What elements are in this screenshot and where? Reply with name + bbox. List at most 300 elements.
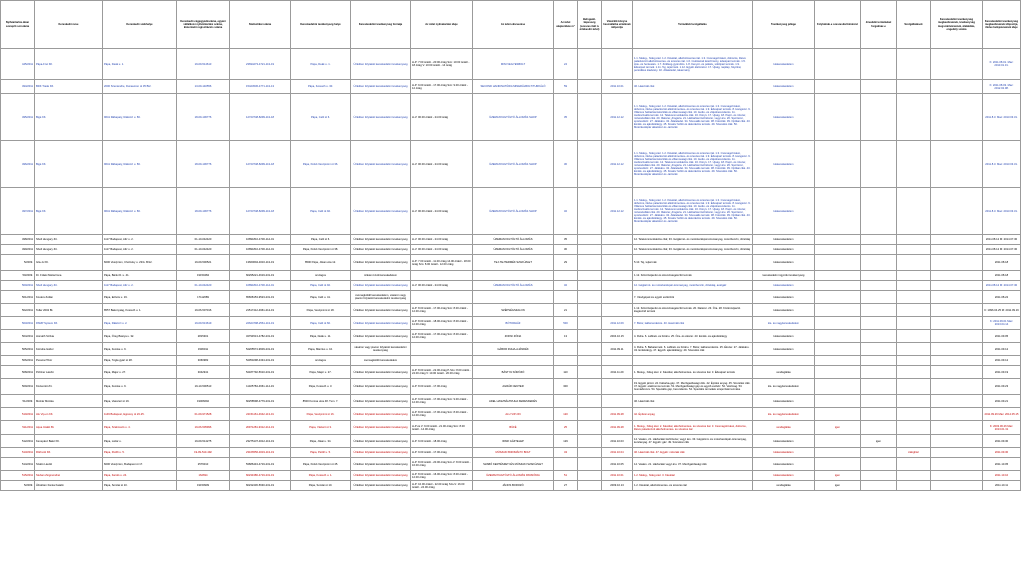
cell-stat[interactable]: 60232436-5630-231-19 bbox=[230, 481, 291, 491]
cell-szesz[interactable] bbox=[815, 448, 861, 458]
cell-reg[interactable]: 18-09-106776 bbox=[177, 188, 230, 235]
cell-goods[interactable]: 14. Vasáru, 21. Háztartási tisztítószer, vegyi áru. 33. Gépjármű- és motorkerékpár-üzemanyag, kenőanyag. 47. Egyéb: gáz. 49. Szerelési cikk bbox=[633, 435, 753, 448]
cell-goods[interactable]: 1.1. Meleg-, hideg étel. 1.2. Kávéital, alkoholmentes és szeszes ital. 1.3. Csomagolt kávé, dobozos, illetve palackozott alkoholmentes- és szeszes ital. 1.9. Édesipari termék. 8. Hangszer. 9. Villamos háztartási készülék és villamossági cikk. 10. Audio- és videoberendezés. 11. Audiovizuális termék. 12. Telekommunikációs cikk. 16. Könyv. 17. Újság. 18. Papír- és írószer, művészellátó cikk. 20. Illatszer, drogéria. 21. Háztartási tisztítószer, vegyi áru. 26. Sportszer, sporteszköz. 27. Játékáru. 32. Állateledel. 34. Szexuális termék. 38. Fotócikk. 39. Optikai cikk. 43. Emlék- és ajándéktárgy. 45. Kreatív hobbi és dekorációs termék. 49. Szerelési cikk. 50. Motorkerékpár alkatrész és -tartozék bbox=[633, 141, 753, 188]
cell-name[interactable]: GG+G Kft. bbox=[35, 255, 103, 271]
cell-book[interactable]: 2011.12.09 bbox=[602, 317, 633, 330]
cell-reg[interactable]: 19-09-514613 bbox=[177, 49, 230, 80]
cell-szesz[interactable]: igen bbox=[815, 481, 861, 491]
cell-form[interactable]: Üzletben folytatott kereskedelmi tevékenység bbox=[351, 481, 411, 491]
cell-book[interactable]: 2011.12.12 bbox=[602, 188, 633, 235]
cell-form[interactable]: Üzletben folytatott kereskedelmi tevékenység bbox=[351, 255, 411, 271]
cell-name[interactable]: Pohlner László bbox=[35, 366, 103, 379]
cell-jelleg[interactable]: kiskereskedelem bbox=[753, 395, 815, 408]
cell-area[interactable]: 35 bbox=[554, 94, 578, 141]
cell-stat[interactable]: 54265574-9609-231-19 bbox=[230, 343, 291, 356]
cell-hours[interactable]: H-P: 8.00 órától - 17.00 óráig Szo: 8.00 órától - 12.00 óráig bbox=[411, 304, 473, 317]
cell-book[interactable] bbox=[602, 245, 633, 255]
cell-book[interactable] bbox=[602, 379, 633, 395]
cell-name[interactable]: Pápa-Frut Kft. bbox=[35, 49, 103, 80]
cell-szesz[interactable] bbox=[815, 291, 861, 304]
cell-name[interactable]: Teller 2002 Bt. bbox=[35, 304, 103, 317]
cell-name[interactable]: PAMP System Kft. bbox=[35, 317, 103, 330]
cell-jelleg[interactable]: kiskereskedelem bbox=[753, 281, 815, 291]
cell-place[interactable]: Pápa, Deák u. 1. bbox=[291, 49, 351, 80]
cell-id[interactable]: 5/2009. bbox=[1, 481, 35, 491]
cell-stat[interactable]: 11325784-4661-114-19 bbox=[230, 379, 291, 395]
cell-goods[interactable]: 1.1. Meleg-, hideg étel. 1.2. Kávéital, alkoholmentes és szeszes ital. 1.3. Csomagolt kávé, dobozos, illetve palackozott alkoholmentes- és szeszes ital. 1.9. Édesipari termék. 8. Hangszer. 9. Villamos háztartási készülék és villamossági cikk. 10. Audio- és videoberendezés. 11. Audiovizuális termék. 12. Telekommunikációs cikk. 16. Könyv. 17. Újság. 18. Papír- és írószer, művészellátó cikk. 20. Illatszer, drogéria. 21. Háztartási tisztítószer, vegyi áru. 26. Sportszer, sporteszköz. 27. Játékáru. 32. Állateledel. 34. Szexuális termék. 38. Fotócikk. 39. Optikai cikk. 43. Emlék- és ajándéktárgy. 45. Kreatív hobbi és dekorációs termék. 49. Szerelési cikk. 50. Motorkerékpár alkatrész és -tartozék bbox=[633, 188, 753, 235]
cell-reg[interactable]: 17112689 bbox=[177, 291, 230, 304]
cell-hours[interactable]: H-P: 8.00 órától - 16.00 óráig Szo: 8.00 órától - 12.00 óráig bbox=[411, 471, 473, 481]
cell-name[interactable]: Horváth Szilvia bbox=[35, 330, 103, 343]
cell-szolg[interactable] bbox=[897, 317, 931, 330]
cell-hours[interactable]: H-P: 7.00 órától - 11.00 óráig 14.00 órától - 18.00 óráig Szo: 8.00 órától - 12.00 óráig bbox=[411, 255, 473, 271]
cell-name[interactable]: Bigé Kft. bbox=[35, 141, 103, 188]
cell-reg[interactable]: 19150484 bbox=[177, 271, 230, 281]
cell-eng[interactable] bbox=[931, 379, 983, 395]
cell-szolg[interactable] bbox=[897, 94, 931, 141]
cell-area[interactable]: 30 bbox=[554, 141, 578, 188]
cell-id[interactable]: 501/2011 bbox=[1, 291, 35, 304]
cell-id[interactable]: 499/2011 bbox=[1, 245, 35, 255]
cell-area[interactable]: 43 bbox=[554, 448, 578, 458]
cell-szesz[interactable] bbox=[815, 458, 861, 471]
cell-place[interactable]: Pápa, Veszprémi út 18. bbox=[291, 304, 351, 317]
cell-eng[interactable] bbox=[931, 255, 983, 271]
cell-book[interactable]: 2004.10.15 bbox=[602, 330, 633, 343]
cell-goods[interactable]: 4. Ruha. 5. Babatermék. 6. Lábbeli- és bőráru. 7. Bútor, lakberendezés. 25. Ékszer. 27. Játékáru. 43. Emléktárgy. 47. Egyéb: ajándéktárgy. 49. Szerelési cikk bbox=[633, 343, 753, 356]
cell-cap[interactable] bbox=[578, 291, 602, 304]
cell-id[interactable]: 506/2011 bbox=[1, 356, 35, 366]
cell-eng[interactable] bbox=[931, 448, 983, 458]
cell-seat[interactable]: 9641 Rábapaty, Rákóczi u. 83. bbox=[103, 188, 177, 235]
cell-szolg[interactable] bbox=[897, 281, 931, 291]
cell-szolg[interactable] bbox=[897, 330, 931, 343]
cell-szolg[interactable] bbox=[897, 481, 931, 491]
cell-jov[interactable] bbox=[861, 291, 897, 304]
cell-seat[interactable]: 1149 Budapest, Egressy út 23-25. bbox=[103, 408, 177, 421]
cell-eng[interactable] bbox=[931, 481, 983, 491]
cell-jelleg[interactable]: kiskereskedelem bbox=[753, 448, 815, 458]
cell-hours[interactable]: H-V: 00.00 órától - 24.00 óráig bbox=[411, 188, 473, 235]
cell-reg[interactable]: 18-09-106776 bbox=[177, 94, 230, 141]
cell-id[interactable]: 500/2011 bbox=[1, 281, 35, 291]
cell-name[interactable]: Kotruba Gábor bbox=[35, 343, 103, 356]
cell-form[interactable]: Üzletben folytatott kereskedelmi tevékenység bbox=[351, 395, 411, 408]
cell-stat[interactable]: 60234386-4719-231-19 bbox=[230, 471, 291, 481]
cell-id[interactable]: 445/2011 bbox=[1, 49, 35, 80]
cell-jov[interactable] bbox=[861, 235, 897, 245]
cell-stat[interactable]: 60295221-4619-231-19 bbox=[230, 271, 291, 281]
cell-place[interactable]: Pápa, Külső Veszprémi út 45. bbox=[291, 458, 351, 471]
cell-goods[interactable]: 46. Használt cikk bbox=[633, 395, 753, 408]
cell-reg[interactable]: 3060982 bbox=[177, 356, 230, 366]
cell-reg[interactable]: 19-06-507016 bbox=[177, 304, 230, 317]
cell-jelleg[interactable]: kiskereskedelem bbox=[753, 343, 815, 356]
cell-seat[interactable]: 2000 Szentendre, Dunasoron út 35 B/2. bbox=[103, 80, 177, 94]
cell-shop[interactable]: MINI VEGYESBOLT bbox=[473, 49, 554, 80]
cell-cap[interactable] bbox=[578, 281, 602, 291]
cell-seat[interactable]: 1117 Budapest, Alíz u. 2. bbox=[103, 235, 177, 245]
cell-shop[interactable]: BŐTORHÁZ bbox=[473, 317, 554, 330]
cell-szolg[interactable] bbox=[897, 458, 931, 471]
cell-seat[interactable]: Pápa, Major u. 27. bbox=[103, 366, 177, 379]
cell-form[interactable]: Üzletben folytatott kereskedelmi tevékenység bbox=[351, 435, 411, 448]
cell-stat[interactable]: 12723748-8299-113-18 bbox=[230, 188, 291, 235]
cell-name[interactable]: Kovács Zoltán bbox=[35, 291, 103, 304]
cell-form[interactable]: Üzletben folytatott kereskedelmi tevékenység bbox=[351, 379, 411, 395]
cell-stat[interactable]: 12723748-8299-113-18 bbox=[230, 141, 291, 188]
cell-date[interactable]: 2011.08.12 M: 2014.07.30 bbox=[983, 235, 1021, 245]
cell-date[interactable]: 2011.08.22 bbox=[983, 291, 1021, 304]
cell-id[interactable]: 498/2011 bbox=[1, 235, 35, 245]
cell-eng[interactable] bbox=[931, 245, 983, 255]
cell-szesz[interactable] bbox=[815, 141, 861, 188]
cell-goods[interactable]: 1.1. Meleg-, hideg étel. 1.2. Kávéital, alkoholmentes ital. 1.3. Csomagolt kávé, dobozos, illetve palackozott alkoholmentes- és szeszes ital. 1.6. Cukrászati készítmény, édesipari termék. 1.5. Hús- és hentesáru. 1.7. Zöldség-gyümölcs. 1.8. Kenyér- és pékáru, sütőipari termék. 1.9. Édesipari termék. 1.11. Tej, tejtermék. 1.12. Egyéb élelmiszer. 17. Újság, napilap, folyóirat, periodikus kiadvány. 32. Állateledel, takarmány bbox=[633, 49, 753, 80]
cell-jelleg[interactable]: kiskereskedelem bbox=[753, 291, 815, 304]
cell-cap[interactable] bbox=[578, 330, 602, 343]
cell-jelleg[interactable]: vendéglátás bbox=[753, 481, 815, 491]
cell-reg[interactable]: 01-10-042420 bbox=[177, 235, 230, 245]
cell-id[interactable]: 515/2011 bbox=[1, 471, 35, 481]
cell-date[interactable]: 2011.8.3. Mac: 2013.03.31. bbox=[983, 141, 1021, 188]
cell-book[interactable]: 2011.09.28 bbox=[602, 421, 633, 435]
cell-jelleg[interactable]: vendéglátás bbox=[753, 366, 815, 379]
cell-book[interactable] bbox=[602, 255, 633, 271]
cell-szesz[interactable] bbox=[815, 379, 861, 395]
cell-jelleg[interactable]: kiskereskedelem bbox=[753, 80, 815, 94]
cell-reg[interactable]: 3336011 bbox=[177, 343, 230, 356]
cell-book[interactable]: 2011.09.11 bbox=[602, 343, 633, 356]
cell-id[interactable]: 504/2011 bbox=[1, 330, 35, 343]
cell-jov[interactable] bbox=[861, 481, 897, 491]
cell-jelleg[interactable]: kiskereskedelem bbox=[753, 245, 815, 255]
cell-shop[interactable]: JÁNOS BOROZÓ bbox=[473, 481, 554, 491]
cell-id[interactable]: 502/2011 bbox=[1, 304, 35, 317]
cell-szolg[interactable] bbox=[897, 471, 931, 481]
cell-szolg[interactable] bbox=[897, 291, 931, 304]
cell-shop[interactable]: ADEL HASZNÁLTRUHA KERESKEDÉS bbox=[473, 395, 554, 408]
cell-place[interactable]: Pápa, Celli u. 41. bbox=[291, 291, 351, 304]
cell-szolg[interactable] bbox=[897, 271, 931, 281]
cell-shop[interactable] bbox=[473, 271, 554, 281]
cell-szesz[interactable] bbox=[815, 395, 861, 408]
cell-eng[interactable] bbox=[931, 281, 983, 291]
cell-szesz[interactable] bbox=[815, 188, 861, 235]
cell-eng[interactable] bbox=[931, 188, 983, 235]
cell-goods[interactable]: 1.2. Kávéital, alkoholmentes- és szeszes ital bbox=[633, 481, 753, 491]
cell-place[interactable]: Pápa, Kossuth u. 30. bbox=[291, 80, 351, 94]
cell-stat[interactable]: 23694273-4721-113-19 bbox=[230, 49, 291, 80]
cell-goods[interactable]: 1.12. Közérzetjavító és étrend-kiegészítő termék. 20. Illatszer. 23. Óra. 28. Közérzetjavító kiegészítő termék bbox=[633, 304, 753, 317]
cell-szolg[interactable] bbox=[897, 255, 931, 271]
cell-goods[interactable]: 5.10. Tej, tejtermék bbox=[633, 255, 753, 271]
cell-hours[interactable]: H-P: 8.00 órától - 20.00 óráig Szo-V: 8.00 órától - 16.00 óráig bbox=[411, 458, 473, 471]
cell-shop[interactable] bbox=[473, 356, 554, 366]
cell-seat[interactable]: Pápa, Eötvös u. 19. bbox=[103, 291, 177, 304]
cell-seat[interactable]: 8200 Veszprém, Budapest út 17. bbox=[103, 458, 177, 471]
cell-seat[interactable]: 9641 Rábapaty, Rákóczi u. 83. bbox=[103, 94, 177, 141]
cell-szolg[interactable] bbox=[897, 366, 931, 379]
cell-cap[interactable] bbox=[578, 343, 602, 356]
cell-stat[interactable]: 23166556-4619-113-19 bbox=[230, 448, 291, 458]
cell-hours[interactable]: H-P: 7:00 órától - 20:00 óráig Szo: 10:00 órától - 18 óráig V: 10:00 órától - 14 óráig bbox=[411, 49, 473, 80]
cell-seat[interactable]: 9641 Rábapaty, Rákóczi u. 83. bbox=[103, 141, 177, 188]
cell-date[interactable]: K: 1996.04.25 M: 2011.09.16 bbox=[983, 304, 1021, 317]
cell-goods[interactable]: 46. Használt cikk bbox=[633, 80, 753, 94]
cell-jov[interactable] bbox=[861, 281, 897, 291]
cell-form[interactable]: Üzletben folytatott kereskedelmi tevékenység bbox=[351, 471, 411, 481]
cell-reg[interactable]: 19-10-500513 bbox=[177, 379, 230, 395]
cell-id[interactable]: 505/2011 bbox=[1, 343, 35, 356]
cell-seat[interactable]: Pápa, Szabmazó u. 4. bbox=[103, 421, 177, 435]
cell-date[interactable]: 2011.09.12 bbox=[983, 343, 1021, 356]
cell-name[interactable]: Shell Hungary Zrt. bbox=[35, 235, 103, 245]
cell-date[interactable]: 2011.08.18 bbox=[983, 255, 1021, 271]
cell-place[interactable]: Pápa, Celli út 6. bbox=[291, 235, 351, 245]
cell-place[interactable]: Pápa, Somlai út 10. bbox=[291, 481, 351, 491]
cell-szesz[interactable] bbox=[815, 317, 861, 330]
cell-id[interactable]: 496/2011 bbox=[1, 141, 35, 188]
cell-area[interactable]: 13 bbox=[554, 330, 578, 343]
cell-seat[interactable]: 8200 Veszprém, Cholnoky u. 23/A. B/12. bbox=[103, 255, 177, 271]
cell-cap[interactable] bbox=[578, 271, 602, 281]
cell-area[interactable] bbox=[554, 395, 578, 408]
cell-reg[interactable]: 2815301 bbox=[177, 330, 230, 343]
cell-id[interactable]: 494/2011 bbox=[1, 80, 35, 94]
cell-stat[interactable]: 22624798-2561-113-19 bbox=[230, 317, 291, 330]
cell-cap[interactable] bbox=[578, 458, 602, 471]
cell-shop[interactable]: ALU VIP-ON bbox=[473, 408, 554, 421]
cell-name[interactable]: Molnár Mónika bbox=[35, 395, 103, 408]
cell-jov[interactable] bbox=[861, 255, 897, 271]
cell-form[interactable]: Üzletben folytatott kereskedelmi tevékenység bbox=[351, 281, 411, 291]
cell-cap[interactable] bbox=[578, 395, 602, 408]
cell-goods[interactable]: 14. Vasáru. 21. Háztartási vegyi áru. 37. Mezőgazdasági cikk bbox=[633, 458, 753, 471]
cell-area[interactable]: 27 bbox=[554, 481, 578, 491]
cell-name[interactable]: Shell Hungary Zrt. bbox=[35, 245, 103, 255]
cell-name[interactable]: BDK Trade Kft. bbox=[35, 80, 103, 94]
cell-shop[interactable]: ÜZEMANYAGTÖLTŐ ÁLLOMÁS SHOP bbox=[473, 141, 554, 188]
cell-date[interactable]: 2011.09.19 bbox=[983, 366, 1021, 379]
cell-jelleg[interactable]: kiskereskedelem bbox=[753, 458, 815, 471]
cell-book[interactable] bbox=[602, 291, 633, 304]
cell-jelleg[interactable]: kiskereskedelem bbox=[753, 49, 815, 80]
cell-id[interactable]: 509/2011 bbox=[1, 379, 35, 395]
cell-book[interactable] bbox=[602, 271, 633, 281]
cell-jov[interactable] bbox=[861, 141, 897, 188]
cell-shop[interactable] bbox=[473, 291, 554, 304]
cell-date[interactable]: 2011.09.30 bbox=[983, 448, 1021, 458]
cell-form[interactable]: Üzletben folytatott kereskedelmi tevékenység bbox=[351, 421, 411, 435]
cell-jov[interactable] bbox=[861, 448, 897, 458]
cell-reg[interactable]: 19-09-513619 bbox=[177, 317, 230, 330]
cell-name[interactable]: Kenepász Bakó Kft. bbox=[35, 435, 103, 448]
cell-hours[interactable]: H-P: 8.00 órától - 17.00 óráig Szo: 8.00 órától - 12.00 óráig bbox=[411, 330, 473, 343]
cell-area[interactable]: 59 bbox=[554, 80, 578, 94]
cell-goods[interactable]: 4. Ruha. 6. Lábbeli- és bőráru. 25. Óra- és ékszer. 43. Emlék- és ajándéktárgy bbox=[633, 330, 753, 343]
cell-id[interactable]: 50/2009. bbox=[1, 271, 35, 281]
cell-form[interactable]: Üzletben folytatott kereskedelmi tevékenység bbox=[351, 458, 411, 471]
cell-reg[interactable]: 13-09-140556 bbox=[177, 80, 230, 94]
cell-seat[interactable]: Pápa, Karoló u. 24. bbox=[103, 471, 177, 481]
cell-stat[interactable]: 22151161-4642-113-01 bbox=[230, 408, 291, 421]
cell-jov[interactable] bbox=[861, 356, 897, 366]
cell-place[interactable]: Pápa, Várkert út 3. bbox=[291, 421, 351, 435]
cell-cap[interactable] bbox=[578, 80, 602, 94]
cell-form[interactable]: Üzletben folytatott kereskedelmi tevékenység bbox=[351, 245, 411, 255]
cell-area[interactable]: 32 bbox=[554, 281, 578, 291]
cell-name[interactable]: Shell Hungary Zrt. bbox=[35, 281, 103, 291]
cell-date[interactable]: K: 2011.08.03. Mac: 2012.02.08. bbox=[983, 80, 1021, 94]
cell-form[interactable]: Üzletben folytatott kereskedelmi tevékenység bbox=[351, 141, 411, 188]
cell-szesz[interactable] bbox=[815, 80, 861, 94]
cell-eng[interactable] bbox=[931, 304, 983, 317]
cell-name[interactable]: Pusszai Tibor bbox=[35, 356, 103, 366]
cell-shop[interactable]: GÁBOR RUHA-AJÁNDÉK bbox=[473, 343, 554, 356]
cell-cap[interactable] bbox=[578, 481, 602, 491]
cell-form[interactable]: Üzletben folytatott kereskedelmi tevékenység bbox=[351, 188, 411, 235]
cell-id[interactable]: 512/2011 bbox=[1, 435, 35, 448]
cell-szolg[interactable] bbox=[897, 304, 931, 317]
cell-jelleg[interactable]: kiskereskedelem bbox=[753, 255, 815, 271]
cell-eng[interactable] bbox=[931, 366, 983, 379]
cell-date[interactable]: 2011.08.18 bbox=[983, 271, 1021, 281]
cell-date[interactable]: K: 2011.08.01. Mac: 2013.01.31. bbox=[983, 49, 1021, 80]
cell-place[interactable]: Pápa, Március u. 10. bbox=[291, 343, 351, 356]
cell-cap[interactable] bbox=[578, 435, 602, 448]
cell-jov[interactable] bbox=[861, 188, 897, 235]
cell-jelleg[interactable]: kiskereskedelem bbox=[753, 188, 815, 235]
cell-cap[interactable] bbox=[578, 188, 602, 235]
cell-book[interactable] bbox=[602, 281, 633, 291]
cell-form[interactable]: csomagküldő kereskedelem, vásáron vagy piacon folytatott kereskedelmi tevékenység bbox=[351, 291, 411, 304]
cell-date[interactable]: 2011.09.21 bbox=[983, 395, 1021, 408]
cell-reg[interactable]: 01-09-971528 bbox=[177, 408, 230, 421]
cell-szolg[interactable] bbox=[897, 245, 931, 255]
cell-szesz[interactable] bbox=[815, 255, 861, 271]
cell-area[interactable]: 51 bbox=[554, 471, 578, 481]
cell-seat[interactable]: Pápa, Petőfi u. 5. bbox=[103, 448, 177, 458]
cell-hours[interactable]: H-P: 10.00 órától - 22.00 óráig Szo-V: 16.00 órától - 24.00 óráig bbox=[411, 481, 473, 491]
cell-reg[interactable]: 19-06-505996 bbox=[177, 421, 230, 435]
cell-stat[interactable]: 34794513-4782-231-19 bbox=[230, 330, 291, 343]
cell-name[interactable]: Dr. Füleki Mária Ilona bbox=[35, 271, 103, 281]
cell-jov[interactable] bbox=[861, 49, 897, 80]
cell-book[interactable] bbox=[602, 395, 633, 408]
cell-szolg[interactable] bbox=[897, 235, 931, 245]
cell-shop[interactable]: ÜZEMANYAGTÖLTŐ ÁLLOMÁS bbox=[473, 245, 554, 255]
cell-area[interactable]: 24 bbox=[554, 49, 578, 80]
cell-stat[interactable]: 54053298-4334-231-19 bbox=[230, 356, 291, 366]
cell-book[interactable] bbox=[602, 356, 633, 366]
cell-seat[interactable]: Pápa, Öreg Bástya u. 32. bbox=[103, 330, 177, 343]
cell-jov[interactable] bbox=[861, 304, 897, 317]
cell-name[interactable]: Bigé Kft. bbox=[35, 94, 103, 141]
cell-form[interactable]: Üzletben folytatott kereskedelmi tevékenység bbox=[351, 235, 411, 245]
cell-shop[interactable]: ÜZEMANYAGTÖLTŐ ÁLLOMÁS bbox=[473, 235, 554, 245]
cell-hours[interactable]: H-P: 9.00 órától - 17.00 óráig Szo: 9.00 órától - 12.00 óráig bbox=[411, 395, 473, 408]
cell-area[interactable]: 129 bbox=[554, 435, 578, 448]
cell-form[interactable]: Üzletben folytatott kereskedelmi tevékenység bbox=[351, 408, 411, 421]
cell-goods[interactable]: 19. Egyéb jármű. 24. Fabarka-gép. 37. Mezőgazdasági cikk. 42. Építési anyag. 45. Szerelési cikk. 47. Egyéb: elektromos termék. 51. Mezőgazdasági gép és egyéb eszköz. 52. Vetőmag. 53. Gumiabroncs. 54. Speciális gép, berendezés. 54. Speciális termékek szaporítási terméke bbox=[633, 379, 753, 395]
cell-date[interactable]: 2011.10.11 bbox=[983, 481, 1021, 491]
cell-szesz[interactable] bbox=[815, 408, 861, 421]
cell-cap[interactable] bbox=[578, 317, 602, 330]
cell-book[interactable]: 2011.10.01 bbox=[602, 471, 633, 481]
cell-stat[interactable]: 53686443-4719-231-19 bbox=[230, 458, 291, 471]
cell-area[interactable]: 32 bbox=[554, 188, 578, 235]
cell-shop[interactable]: TEJ-TEJTERMÉK SZAKÜZLET bbox=[473, 255, 554, 271]
cell-szesz[interactable] bbox=[815, 271, 861, 281]
cell-book[interactable]: 2011.11.29 bbox=[602, 366, 633, 379]
cell-jelleg[interactable]: kiskereskedelem bbox=[753, 235, 815, 245]
cell-book[interactable] bbox=[602, 49, 633, 80]
cell-hours[interactable]: H-V: 00.00 órától - 24.00 óráig bbox=[411, 141, 473, 188]
cell-jov[interactable] bbox=[861, 366, 897, 379]
cell-jov[interactable] bbox=[861, 395, 897, 408]
cell-cap[interactable] bbox=[578, 255, 602, 271]
cell-szolg[interactable] bbox=[897, 421, 931, 435]
cell-area[interactable]: 29 bbox=[554, 255, 578, 271]
cell-szolg[interactable]: zálogház bbox=[897, 448, 931, 458]
cell-reg[interactable]: 162694 bbox=[177, 471, 230, 481]
cell-id[interactable]: 51/2009. bbox=[1, 395, 35, 408]
cell-name[interactable]: Bigé Kft. bbox=[35, 188, 103, 235]
cell-area[interactable] bbox=[554, 356, 578, 366]
cell-shop[interactable]: BÜFÉ bbox=[473, 421, 554, 435]
cell-jelleg[interactable]: kiskereskedelem bbox=[753, 471, 815, 481]
cell-cap[interactable] bbox=[578, 366, 602, 379]
cell-jov[interactable] bbox=[861, 245, 897, 255]
cell-book[interactable]: 2011.12.12 bbox=[602, 141, 633, 188]
cell-cap[interactable] bbox=[578, 49, 602, 80]
cell-jelleg[interactable]: vendéglátás bbox=[753, 421, 815, 435]
cell-goods[interactable]: 7. Bútor, lakberendezés. 40. Használt cikk bbox=[633, 317, 753, 330]
cell-goods[interactable]: 1.12. Közérzetjavító és étrend-kiegészítő termék bbox=[633, 271, 753, 281]
cell-place[interactable]: országos bbox=[291, 356, 351, 366]
cell-jelleg[interactable]: kiskereskedelem bbox=[753, 435, 815, 448]
cell-szolg[interactable] bbox=[897, 49, 931, 80]
cell-book[interactable]: 2011.10.04 bbox=[602, 448, 633, 458]
cell-jov[interactable] bbox=[861, 271, 897, 281]
cell-szolg[interactable] bbox=[897, 435, 931, 448]
cell-book[interactable]: 2011.10.05 bbox=[602, 458, 633, 471]
cell-place[interactable]: Pápa, Jókai u. 34. bbox=[291, 435, 351, 448]
cell-place[interactable]: Pápa, Veszprémi út 16. bbox=[291, 408, 351, 421]
cell-shop[interactable]: IPARI GÁZTELEP bbox=[473, 435, 554, 448]
cell-reg[interactable]: 19-09-514275 bbox=[177, 435, 230, 448]
cell-place[interactable]: Pápa, Külső Veszprémi út 36. bbox=[291, 141, 351, 188]
cell-area[interactable]: 21 bbox=[554, 304, 578, 317]
cell-jov[interactable] bbox=[861, 379, 897, 395]
cell-seat[interactable]: Pápa, Deák u. 1. bbox=[103, 49, 177, 80]
cell-reg[interactable]: 19150909 bbox=[177, 481, 230, 491]
cell-area[interactable] bbox=[554, 458, 578, 471]
cell-date[interactable]: 2011.09.23 bbox=[983, 379, 1021, 395]
cell-szesz[interactable]: igen bbox=[815, 421, 861, 435]
cell-szesz[interactable] bbox=[815, 281, 861, 291]
cell-name[interactable]: Ábrahám Ilonka Katalin bbox=[35, 481, 103, 491]
cell-area[interactable]: 120 bbox=[554, 408, 578, 421]
cell-area[interactable] bbox=[554, 291, 578, 304]
cell-jelleg[interactable]: kis- és nagykereskedelem bbox=[753, 379, 815, 395]
cell-seat[interactable]: Pápa, Vasszeri út 19. bbox=[103, 395, 177, 408]
cell-eng[interactable] bbox=[931, 471, 983, 481]
cell-eng[interactable] bbox=[931, 458, 983, 471]
cell-area[interactable] bbox=[554, 343, 578, 356]
cell-place[interactable]: Pápa, Celli út 6. bbox=[291, 94, 351, 141]
cell-cap[interactable] bbox=[578, 94, 602, 141]
